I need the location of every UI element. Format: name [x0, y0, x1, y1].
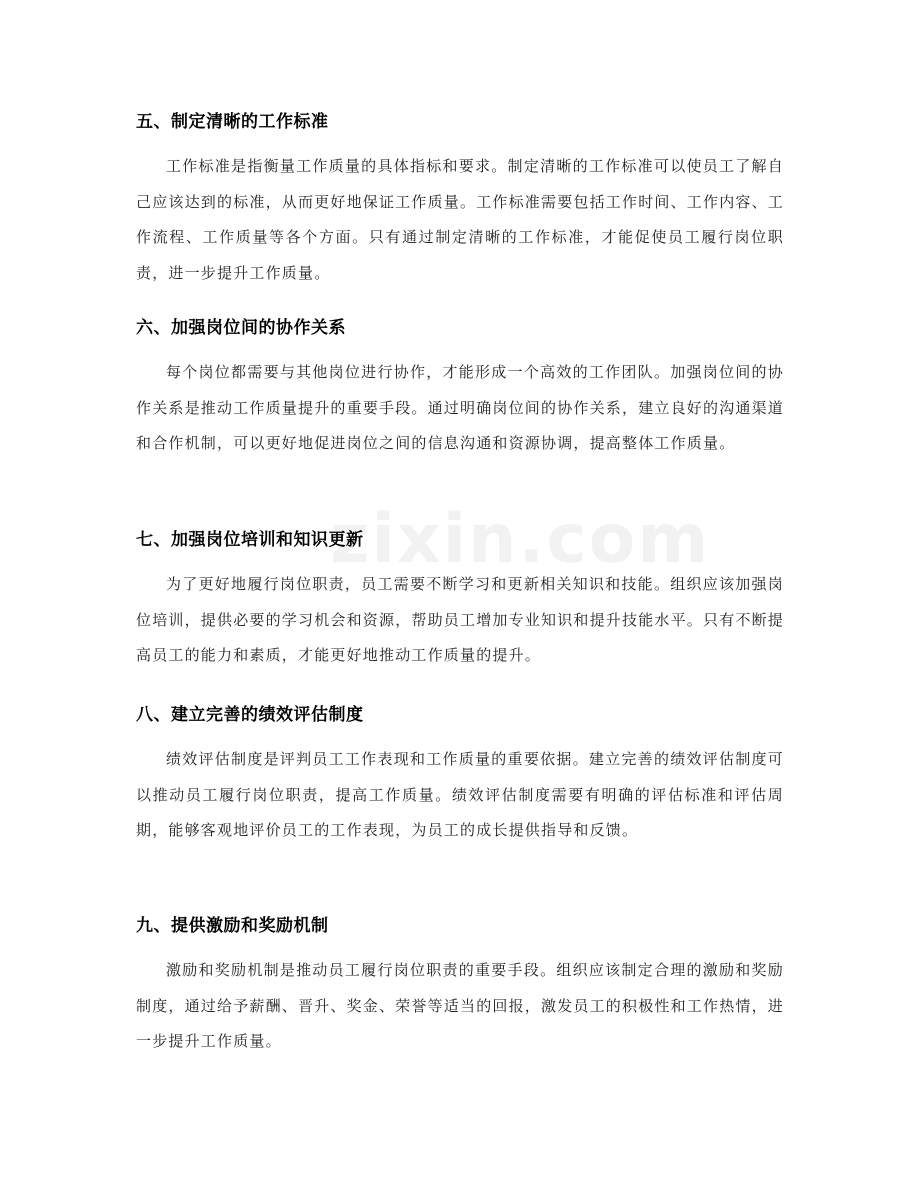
section-heading: 五、制定清晰的工作标准: [136, 112, 329, 132]
section-paragraph: 绩效评估制度是评判员工工作表现和工作质量的重要依据。建立完善的绩效评估制度可以推动员工履行岗位职责，提高工作质量。绩效评估制度需要有明确的评估标准和评估周期，能够客观地评价员工的工作表现，为员工的成长提供指导和反馈。: [136, 750, 784, 839]
section-heading: 九、提供激励和奖励机制: [136, 916, 329, 936]
section-paragraph: 为了更好地履行岗位职责，员工需要不断学习和更新相关知识和技能。组织应该加强岗位培训，提供必要的学习机会和资源，帮助员工增加专业知识和提升技能水平。只有不断提高员工的能力和素质，才能更好地推动工作质量的提升。: [136, 575, 785, 664]
section-7: [136, 522, 784, 674]
section-5: [136, 104, 784, 291]
section-9: [136, 908, 784, 1060]
section-heading: 八、建立完善的绩效评估制度: [136, 705, 364, 725]
watermark: zixin.com: [330, 500, 711, 579]
section-paragraph: 每个岗位都需要与其他岗位进行协作，才能形成一个高效的工作团队。加强岗位间的协作关系是推动工作质量提升的重要手段。通过明确岗位间的协作关系，建立良好的沟通渠道和合作机制，可以更好地促进岗位之间的信息沟通和资源协调，提高整体工作质量。: [136, 363, 785, 452]
section-paragraph: 工作标准是指衡量工作质量的具体指标和要求。制定清晰的工作标准可以使员工了解自己应该达到的标准，从而更好地保证工作质量。工作标准需要包括工作时间、工作内容、工作流程、工作质量等各个方面。只有通过制定清晰的工作标准，才能促使员工履行岗位职责，进一步提升工作质量。: [136, 157, 785, 282]
section-paragraph: 激励和奖励机制是推动员工履行岗位职责的重要手段。组织应该制定合理的激励和奖励制度，通过给予薪酬、晋升、奖金、荣誉等适当的回报，激发员工的积极性和工作热情，进一步提升工作质量。: [136, 961, 785, 1050]
section-heading: 七、加强岗位培训和知识更新: [136, 530, 364, 550]
section-8: [136, 697, 784, 849]
section-heading: 六、加强岗位间的协作关系: [136, 318, 346, 338]
section-6: [136, 310, 784, 462]
